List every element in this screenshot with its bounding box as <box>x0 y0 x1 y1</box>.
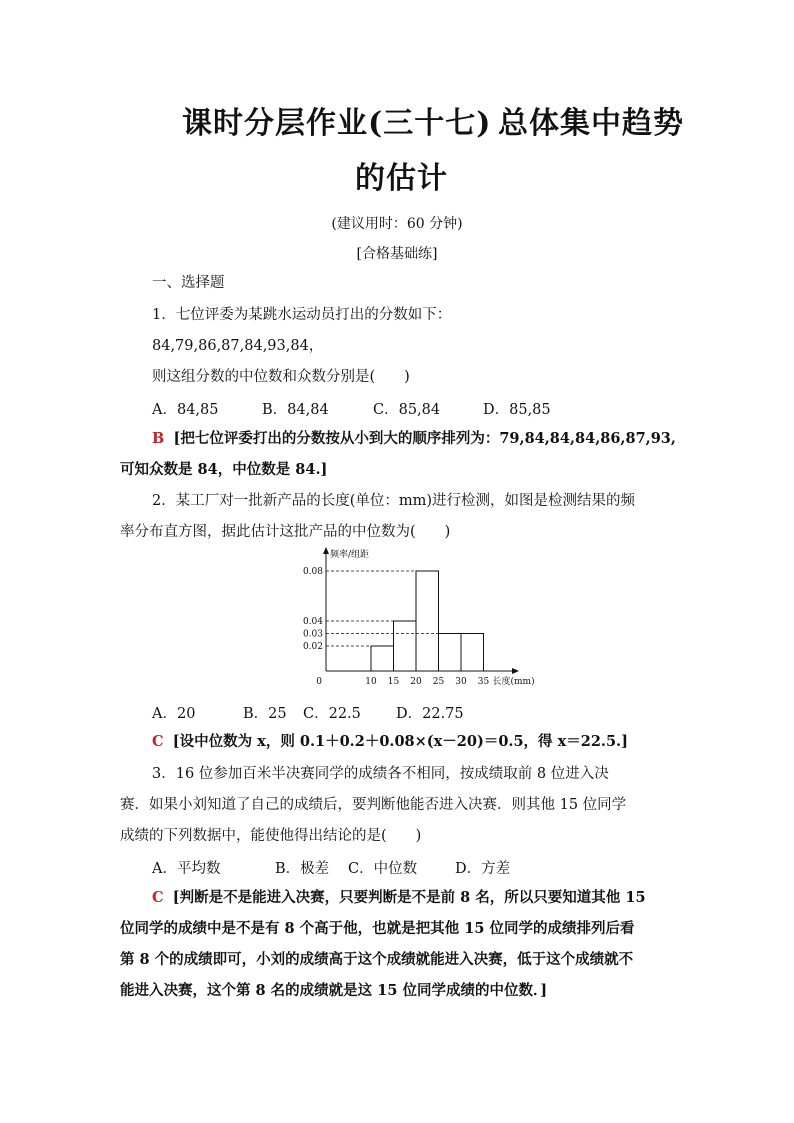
y-tick-label-0.04: 0.04 <box>302 617 323 627</box>
y-axis-arrow <box>323 547 329 554</box>
q3-option-d: D．方差 <box>455 861 511 877</box>
x-tick-label-20: 20 <box>410 677 422 687</box>
histogram-bar-4 <box>439 634 462 672</box>
q3-answer-line4: 能进入决赛，这个第 8 名的成绩就是这 15 位同学成绩的中位数．] <box>120 982 548 999</box>
x-axis-label: 长度(mm) <box>492 677 535 687</box>
page-title-part2: 总体集中趋势 <box>498 106 684 141</box>
y-axis-label: 频率/组距 <box>330 550 370 560</box>
q3-stem-line1: 3．16 位参加百米半决赛同学的成绩各不相同，按成绩取前 8 位进入决 <box>152 766 609 782</box>
q3-stem-line2: 赛．如果小刘知道了自己的成绩后，要判断他能否进入决赛．则其他 15 位同学 <box>120 797 627 813</box>
histogram-bar-2 <box>394 621 417 671</box>
q2-stem-line2: 率分布直方图，据此估计这批产品的中位数为( ) <box>120 524 451 540</box>
q1-question: 则这组分数的中位数和众数分别是( ) <box>152 369 410 385</box>
q1-option-a: A．84,85 <box>152 402 219 418</box>
origin-label: 0 <box>316 677 322 687</box>
histogram-bar-1 <box>371 646 394 671</box>
y-tick-label-0.03: 0.03 <box>302 629 323 640</box>
x-tick-label-10: 10 <box>365 677 377 687</box>
x-tick-label-15: 15 <box>387 677 400 687</box>
q2-option-d: D．22.75 <box>396 706 464 722</box>
y-tick-label-0.02: 0.02 <box>302 642 323 652</box>
q1-data: 84,79,86,87,84,93,84， <box>152 338 324 354</box>
q2-answer-text: [设中位数为 x，则 0.1＋0.2＋0.08×(x－20)＝0.5，得 x＝22.5.] <box>172 733 628 750</box>
q2-option-a: A．20 <box>152 706 196 722</box>
page-title-part1: 课时分层作业(三十七) <box>182 106 492 141</box>
q1-option-d: D．85,85 <box>483 402 551 418</box>
x-tick-label-30: 30 <box>455 677 467 687</box>
q3-option-a: A．平均数 <box>152 861 221 877</box>
x-tick-label-25: 25 <box>432 677 445 687</box>
q3-stem-line3: 成绩的下列数据中，能使他得出结论的是( ) <box>120 828 422 844</box>
q2-option-b: B．25 <box>243 706 287 722</box>
q1-option-b: B．84,84 <box>262 402 329 418</box>
q3-option-b: B．极差 <box>275 861 330 877</box>
q3-answer-line2: 位同学的成绩中是不是有 8 个高于他，也就是把其他 15 位同学的成绩排列后看 <box>120 920 635 937</box>
histogram-bar-3 <box>416 571 439 671</box>
q1-answer <box>152 429 676 449</box>
y-tick-label-0.08: 0.08 <box>302 567 323 577</box>
x-axis-arrow <box>512 668 519 674</box>
q1-answer-text: [把七位评委打出的分数按从小到大的顺序排列为：79,84,84,84,86,87,93, <box>173 430 676 447</box>
q2-stem-line1: 2．某工厂对一批新产品的长度(单位：mm)进行检测，如图是检测结果的频 <box>152 493 636 509</box>
x-tick-label-35: 35 <box>477 677 490 687</box>
q2-answer-letter: C <box>152 733 164 750</box>
q1-option-c: C．85,84 <box>373 402 441 418</box>
q3-option-c: C．中位数 <box>348 861 418 877</box>
q1-answer-letter: B <box>152 430 165 447</box>
histogram-chart <box>300 545 535 695</box>
q3-answer-text: [判断是不是能进入决赛，只要判断是不是前 8 名，所以只要知道其他 15 <box>172 889 646 906</box>
q3-answer-letter: C <box>152 889 164 906</box>
q1-answer-cont: 可知众数是 84，中位数是 84.] <box>120 461 328 478</box>
q3-answer <box>152 888 646 908</box>
q2-answer <box>152 732 628 752</box>
section-tag: [合格基础练] <box>356 246 438 262</box>
page-title-line2: 的估计 <box>355 161 448 196</box>
histogram-bar-5 <box>461 634 484 672</box>
q2-option-c: C．22.5 <box>303 706 361 722</box>
q1-stem: 1．七位评委为某跳水运动员打出的分数如下： <box>152 307 452 323</box>
section-heading: 一、选择题 <box>152 275 225 291</box>
q3-answer-line3: 第 8 个的成绩即可，小刘的成绩高于这个成绩就能进入决赛，低于这个成绩就不 <box>120 951 634 968</box>
time-note: (建议用时：60 分钟) <box>331 216 463 232</box>
